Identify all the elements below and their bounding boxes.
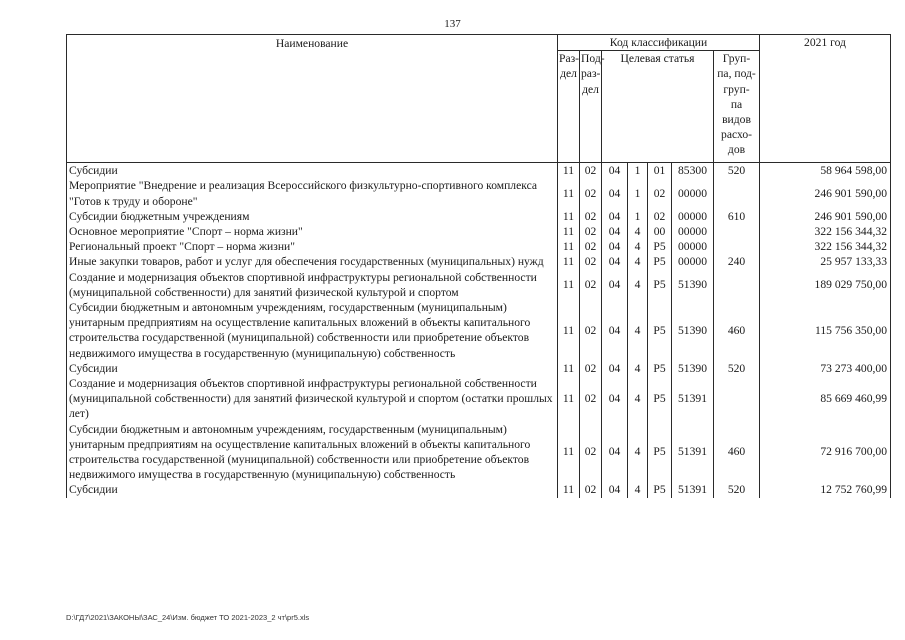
row-expense-type: 520 (714, 163, 760, 179)
row-target-direction: 00000 (672, 254, 714, 269)
row-name: Субсидии бюджетным и автономным учреждениям, государственным (муниципальным) унитарным предприятиям на осуществление капитальных вложений в объекты капитального строительства государственной (муниципальной) собственности или приобретение объектов недвижимого имущества в государственную (муниципальную) собственность (67, 300, 558, 361)
row-target-program: 04 (602, 376, 628, 422)
row-target-subprogram: 4 (628, 270, 648, 300)
row-target-subprogram: 4 (628, 254, 648, 269)
header-year: 2021 год (760, 35, 891, 163)
row-amount: 246 901 590,00 (760, 178, 891, 208)
row-target-event: P5 (648, 376, 672, 422)
row-name: Региональный проект "Спорт – норма жизни" (67, 239, 558, 254)
row-amount: 189 029 750,00 (760, 270, 891, 300)
row-amount: 72 916 700,00 (760, 422, 891, 483)
budget-table (66, 34, 891, 498)
row-target-event: P5 (648, 482, 672, 497)
row-target-event: 00 (648, 224, 672, 239)
table-row (67, 376, 891, 422)
row-target-direction: 51390 (672, 270, 714, 300)
file-path-footer: D:\ГД7\2021\ЗАКОНЫ\ЗАС_24\Изм. бюджет ТО 2021-2023_2 чт\pr5.xls (66, 613, 310, 622)
row-expense-type (714, 224, 760, 239)
header-name: Наименование (67, 35, 558, 163)
row-target-subprogram: 1 (628, 209, 648, 224)
row-razdel: 11 (558, 209, 580, 224)
row-target-program: 04 (602, 270, 628, 300)
row-podrazdel: 02 (580, 270, 602, 300)
row-target-program: 04 (602, 209, 628, 224)
table-row (67, 270, 891, 300)
row-target-direction: 51390 (672, 300, 714, 361)
row-amount: 58 964 598,00 (760, 163, 891, 179)
row-target-event: P5 (648, 422, 672, 483)
row-target-direction: 85300 (672, 163, 714, 179)
row-target-subprogram: 4 (628, 300, 648, 361)
row-target-direction: 51391 (672, 482, 714, 497)
row-expense-type: 520 (714, 482, 760, 497)
row-podrazdel: 02 (580, 422, 602, 483)
row-expense-type: 240 (714, 254, 760, 269)
row-target-event: P5 (648, 300, 672, 361)
row-target-direction: 00000 (672, 239, 714, 254)
row-razdel: 11 (558, 270, 580, 300)
table-row (67, 422, 891, 483)
row-expense-type (714, 178, 760, 208)
row-razdel: 11 (558, 178, 580, 208)
row-podrazdel: 02 (580, 178, 602, 208)
row-target-subprogram: 1 (628, 163, 648, 179)
row-target-program: 04 (602, 224, 628, 239)
row-name: Субсидии (67, 482, 558, 497)
row-razdel: 11 (558, 361, 580, 376)
table-row (67, 482, 891, 497)
row-target-direction: 51390 (672, 361, 714, 376)
row-target-subprogram: 4 (628, 376, 648, 422)
row-target-program: 04 (602, 361, 628, 376)
row-amount: 25 957 133,33 (760, 254, 891, 269)
row-target-event: 02 (648, 209, 672, 224)
row-name: Мероприятие "Внедрение и реализация Всероссийского физкультурно-спортивного комплекса "Готов к труду и обороне" (67, 178, 558, 208)
row-expense-type: 520 (714, 361, 760, 376)
row-target-event: P5 (648, 270, 672, 300)
row-podrazdel: 02 (580, 376, 602, 422)
row-target-program: 04 (602, 163, 628, 179)
row-target-direction: 00000 (672, 178, 714, 208)
row-name: Иные закупки товаров, работ и услуг для обеспечения государственных (муниципальных) нужд (67, 254, 558, 269)
row-expense-type: 610 (714, 209, 760, 224)
row-target-program: 04 (602, 300, 628, 361)
row-name: Субсидии (67, 361, 558, 376)
page-number: 137 (444, 18, 461, 30)
row-target-program: 04 (602, 239, 628, 254)
header-gruppa-vidov-raskhodov: Груп- па, под- груп- па видов расхо- дов (714, 51, 760, 163)
row-target-event: 02 (648, 178, 672, 208)
row-podrazdel: 02 (580, 239, 602, 254)
row-target-program: 04 (602, 422, 628, 483)
row-amount: 85 669 460,99 (760, 376, 891, 422)
row-razdel: 11 (558, 224, 580, 239)
table-row (67, 254, 891, 269)
row-target-subprogram: 1 (628, 178, 648, 208)
row-amount: 115 756 350,00 (760, 300, 891, 361)
row-razdel: 11 (558, 163, 580, 179)
row-razdel: 11 (558, 239, 580, 254)
row-target-program: 04 (602, 254, 628, 269)
row-expense-type (714, 270, 760, 300)
row-razdel: 11 (558, 254, 580, 269)
row-razdel: 11 (558, 376, 580, 422)
row-amount: 12 752 760,99 (760, 482, 891, 497)
row-razdel: 11 (558, 300, 580, 361)
row-target-direction: 51391 (672, 422, 714, 483)
budget-rows (67, 163, 891, 498)
row-target-event: P5 (648, 239, 672, 254)
row-podrazdel: 02 (580, 300, 602, 361)
row-expense-type (714, 376, 760, 422)
row-podrazdel: 02 (580, 163, 602, 179)
row-target-subprogram: 4 (628, 361, 648, 376)
row-name: Создание и модернизация объектов спортивной инфраструктуры региональной собственности (муниципальной собственности) для занятий физической культурой и спортом (остатки прошлых лет) (67, 376, 558, 422)
row-target-subprogram: 4 (628, 482, 648, 497)
row-razdel: 11 (558, 422, 580, 483)
row-target-event: P5 (648, 361, 672, 376)
row-amount: 322 156 344,32 (760, 239, 891, 254)
row-amount: 246 901 590,00 (760, 209, 891, 224)
header-razdel: Раз- дел (558, 51, 580, 163)
row-razdel: 11 (558, 482, 580, 497)
row-podrazdel: 02 (580, 209, 602, 224)
table-row (67, 209, 891, 224)
row-podrazdel: 02 (580, 254, 602, 269)
table-row (67, 300, 891, 361)
header-tselevaya-statya: Целевая статья (602, 51, 714, 163)
row-target-direction: 51391 (672, 376, 714, 422)
row-target-event: 01 (648, 163, 672, 179)
row-name: Основное мероприятие "Спорт – норма жизни" (67, 224, 558, 239)
row-podrazdel: 02 (580, 224, 602, 239)
table-row (67, 224, 891, 239)
row-name: Субсидии бюджетным и автономным учреждениям, государственным (муниципальным) унитарным предприятиям на осуществление капитальных вложений в объекты капитального строительства государственной (муниципальной) собственности или приобретение объектов недвижимого имущества в государственную (муниципальную) собственность (67, 422, 558, 483)
row-target-direction: 00000 (672, 224, 714, 239)
table-row (67, 163, 891, 179)
row-podrazdel: 02 (580, 361, 602, 376)
row-amount: 73 273 400,00 (760, 361, 891, 376)
row-target-direction: 00000 (672, 209, 714, 224)
table-row (67, 361, 891, 376)
row-expense-type: 460 (714, 422, 760, 483)
row-target-subprogram: 4 (628, 224, 648, 239)
row-target-subprogram: 4 (628, 239, 648, 254)
header-classification: Код классификации (558, 35, 760, 51)
row-target-event: P5 (648, 254, 672, 269)
row-target-subprogram: 4 (628, 422, 648, 483)
row-name: Субсидии (67, 163, 558, 179)
header-podrazdel: Под- раз- дел (580, 51, 602, 163)
row-amount: 322 156 344,32 (760, 224, 891, 239)
row-expense-type (714, 239, 760, 254)
row-name: Субсидии бюджетным учреждениям (67, 209, 558, 224)
table-row (67, 239, 891, 254)
row-name: Создание и модернизация объектов спортивной инфраструктуры региональной собственности (муниципальной собственности) для занятий физической культурой и спортом (67, 270, 558, 300)
row-target-program: 04 (602, 178, 628, 208)
row-target-program: 04 (602, 482, 628, 497)
row-expense-type: 460 (714, 300, 760, 361)
table-row (67, 178, 891, 208)
row-podrazdel: 02 (580, 482, 602, 497)
